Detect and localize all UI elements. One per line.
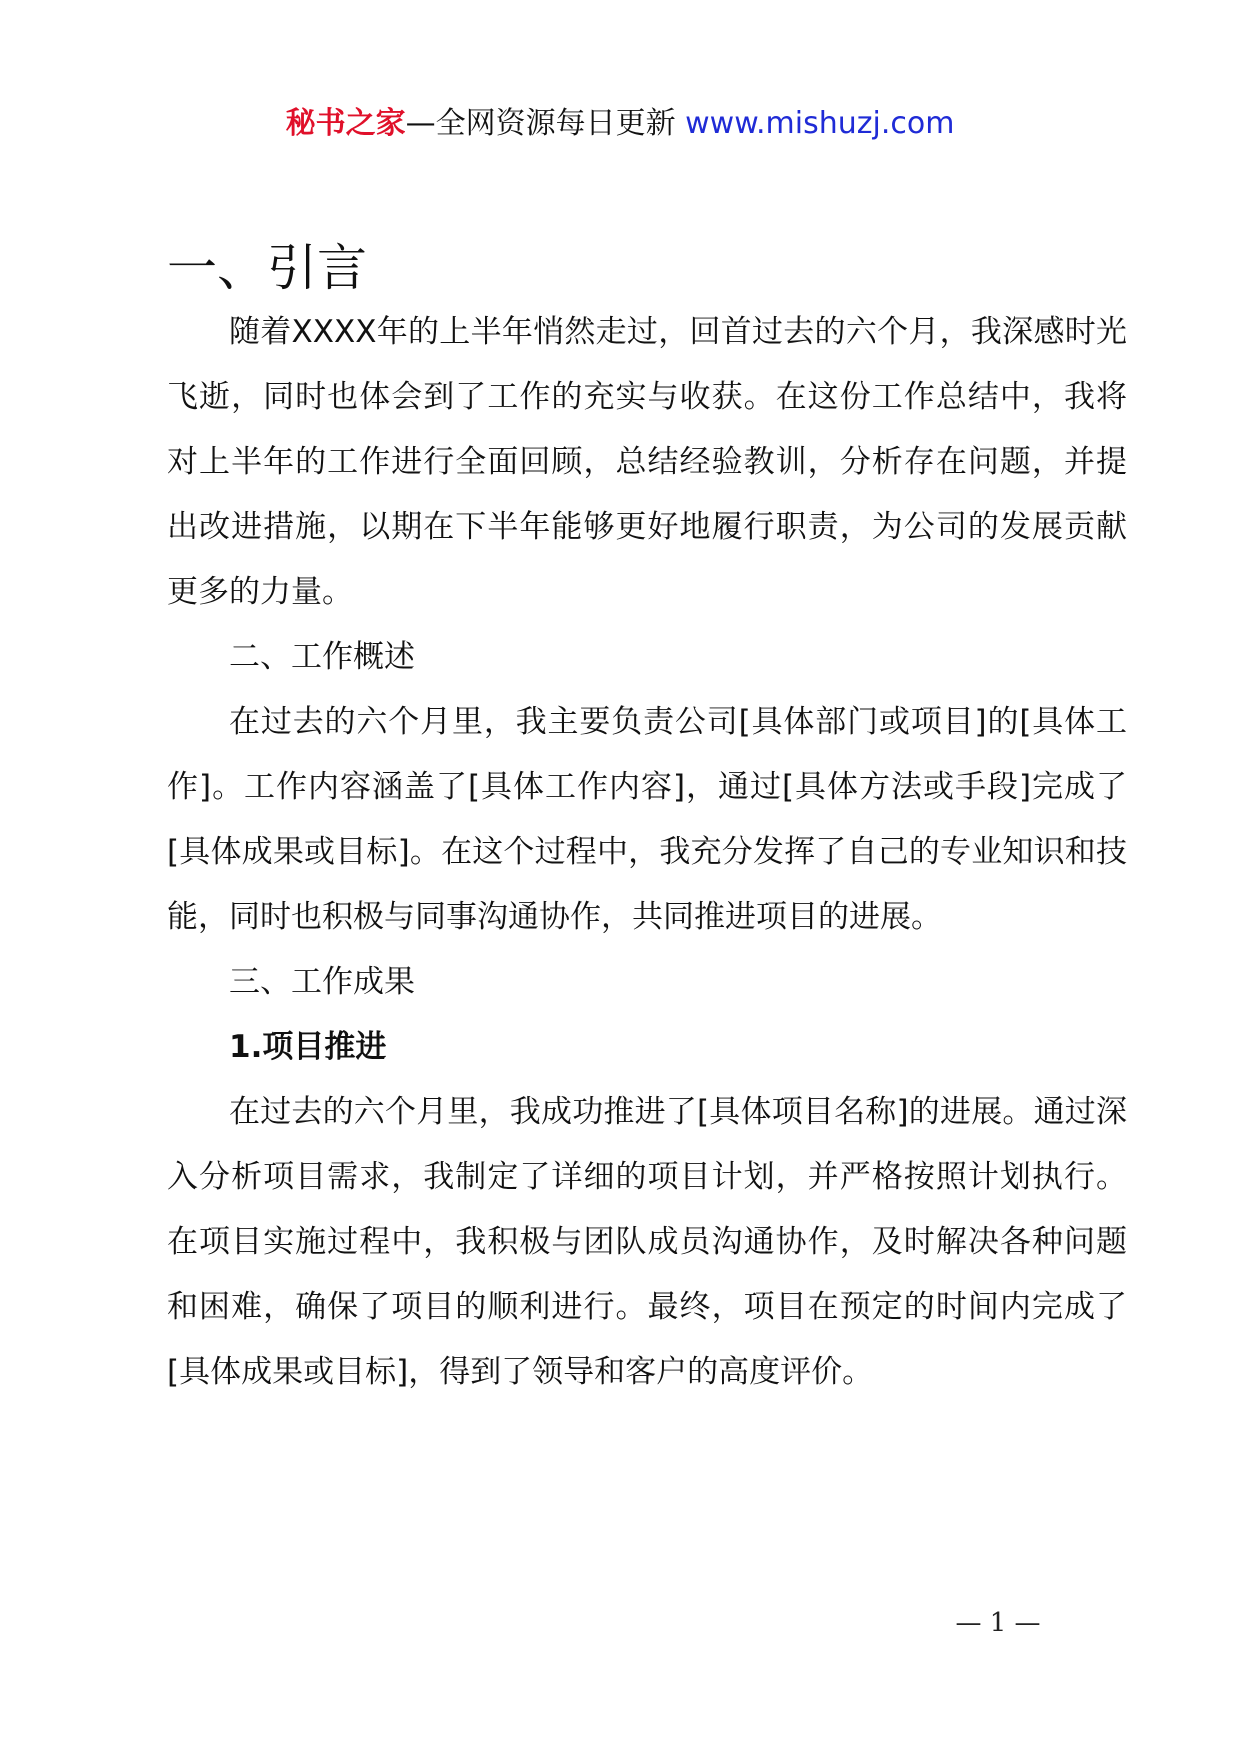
paragraph-work-overview: 在过去的六个月里，我主要负责公司[具体部门或项目]的[具体工作]。工作内容涵盖了[具体工作内容]，通过[具体方法或手段]完成了[具体成果或目标]。在这个过程中，我充分发挥了自己的专业知识和技能，同时也积极与同事沟通协作，共同推进项目的进展。	[167, 704, 1127, 935]
website-link[interactable]: www.mishuzj.com	[685, 106, 955, 141]
heading-introduction: 一、引言	[167, 239, 367, 297]
header-tagline: —全网资源每日更新	[405, 106, 686, 141]
document-body	[167, 236, 1127, 1405]
brand-name: 秘书之家	[285, 106, 406, 141]
heading-work-results: 三、工作成果	[229, 964, 415, 1000]
page-number: — 1 —	[955, 1608, 1041, 1638]
paragraph-project-progress: 在过去的六个月里，我成功推进了[具体项目名称]的进展。通过深入分析项目需求，我制定了详细的项目计划，并严格按照计划执行。在项目实施过程中，我积极与团队成员沟通协作，及时解决各种问题和困难，确保了项目的顺利进行。最终，项目在预定的时间内完成了[具体成果或目标]，得到了领导和客户的高度评价。	[167, 1094, 1127, 1390]
page-header	[0, 104, 1240, 144]
paragraph-introduction: 随着XXXX年的上半年悄然走过，回首过去的六个月，我深感时光飞逝，同时也体会到了工作的充实与收获。在这份工作总结中，我将对上半年的工作进行全面回顾，总结经验教训，分析存在问题，并提出改进措施，以期在下半年能够更好地履行职责，为公司的发展贡献更多的力量。	[167, 314, 1127, 610]
heading-project-progress: 1.项目推进	[229, 1029, 387, 1065]
heading-work-overview: 二、工作概述	[229, 639, 415, 675]
